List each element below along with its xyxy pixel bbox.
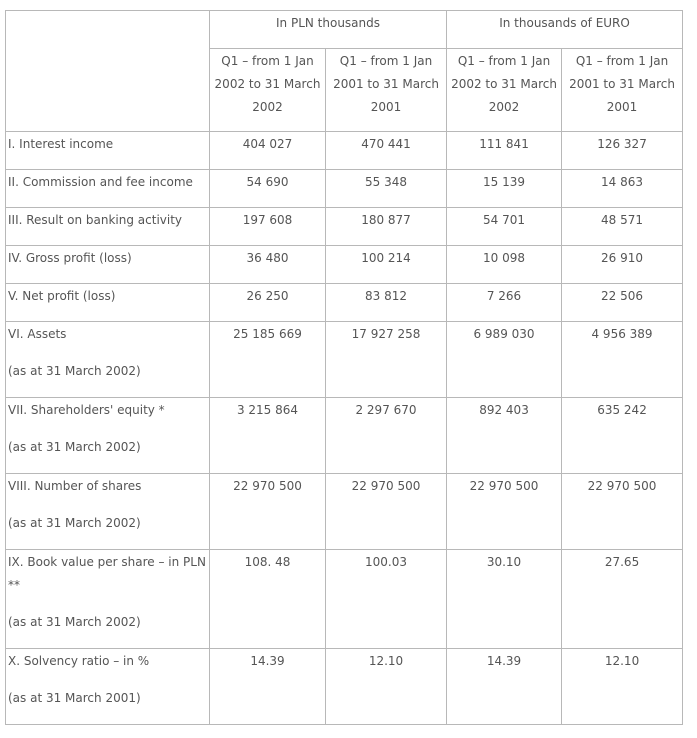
table-cell: 22 970 500: [447, 474, 562, 550]
table-row: [6, 208, 683, 246]
table-row: [6, 132, 683, 170]
table-cell: 3 215 864: [210, 398, 326, 474]
row-label-text: IX. Book value per share – in PLN **: [8, 555, 206, 592]
row-label-text: VI. Assets: [8, 327, 67, 341]
euro-group-header: In thousands of EURO: [447, 11, 683, 49]
table-cell: 26 910: [562, 246, 683, 284]
table-cell: 126 327: [562, 132, 683, 170]
row-label: [6, 322, 210, 398]
row-label: [6, 474, 210, 550]
table-cell: 7 266: [447, 284, 562, 322]
table-cell: 48 571: [562, 208, 683, 246]
table-cell: 26 250: [210, 284, 326, 322]
table-row: [6, 649, 683, 725]
table-cell: 54 690: [210, 170, 326, 208]
table-cell: 15 139: [447, 170, 562, 208]
table-cell: 22 970 500: [210, 474, 326, 550]
row-label-text: VII. Shareholders' equity *: [8, 403, 165, 417]
financial-highlights-table: [5, 10, 683, 725]
row-label-note: (as at 31 March 2002): [8, 440, 141, 454]
row-label: [6, 550, 210, 649]
table-cell: 17 927 258: [326, 322, 447, 398]
table-row: [6, 322, 683, 398]
row-label-note: (as at 31 March 2002): [8, 364, 141, 378]
table-cell: 635 242: [562, 398, 683, 474]
table-cell: 108. 48: [210, 550, 326, 649]
row-label-text: III. Result on banking activity: [8, 213, 183, 227]
table-row: [6, 170, 683, 208]
period-header: Q1 – from 1 Jan 2002 to 31 March 2002: [210, 49, 326, 132]
table-cell: 12.10: [326, 649, 447, 725]
table-cell: 22 970 500: [562, 474, 683, 550]
row-label-text: VIII. Number of shares: [8, 479, 142, 493]
row-label: [6, 246, 210, 284]
table-row: [6, 246, 683, 284]
row-label-text: V. Net profit (loss): [8, 289, 116, 303]
row-label: [6, 398, 210, 474]
row-label: [6, 170, 210, 208]
table-cell: 36 480: [210, 246, 326, 284]
row-label-text: X. Solvency ratio – in %: [8, 654, 150, 668]
row-label: [6, 284, 210, 322]
table-cell: 470 441: [326, 132, 447, 170]
table-cell: 6 989 030: [447, 322, 562, 398]
table-cell: 10 098: [447, 246, 562, 284]
table-row: [6, 284, 683, 322]
row-label-text: II. Commission and fee income: [8, 175, 193, 189]
table-cell: 30.10: [447, 550, 562, 649]
table-cell: 180 877: [326, 208, 447, 246]
table-cell: 14.39: [447, 649, 562, 725]
row-label-note: (as at 31 March 2002): [8, 615, 141, 629]
table-cell: 14 863: [562, 170, 683, 208]
table-cell: 22 506: [562, 284, 683, 322]
corner-header-cell: [6, 11, 210, 132]
row-label: [6, 208, 210, 246]
row-label-note: (as at 31 March 2002): [8, 516, 141, 530]
period-header: Q1 – from 1 Jan 2001 to 31 March 2001: [562, 49, 683, 132]
row-label-text: I. Interest income: [8, 137, 114, 151]
table-row: [6, 550, 683, 649]
row-label-note: (as at 31 March 2001): [8, 691, 141, 705]
table-cell: 27.65: [562, 550, 683, 649]
table-cell: 12.10: [562, 649, 683, 725]
table-row: [6, 474, 683, 550]
table-cell: 892 403: [447, 398, 562, 474]
table-cell: 22 970 500: [326, 474, 447, 550]
row-label-text: IV. Gross profit (loss): [8, 251, 132, 265]
row-label: [6, 649, 210, 725]
table-cell: 100 214: [326, 246, 447, 284]
table-cell: 83 812: [326, 284, 447, 322]
period-header: Q1 – from 1 Jan 2002 to 31 March 2002: [447, 49, 562, 132]
period-header: Q1 – from 1 Jan 2001 to 31 March 2001: [326, 49, 447, 132]
table-cell: 2 297 670: [326, 398, 447, 474]
table-row: [6, 398, 683, 474]
table-cell: 4 956 389: [562, 322, 683, 398]
table-cell: 197 608: [210, 208, 326, 246]
table-cell: 100.03: [326, 550, 447, 649]
table-cell: 54 701: [447, 208, 562, 246]
pln-group-header: In PLN thousands: [210, 11, 447, 49]
table-cell: 111 841: [447, 132, 562, 170]
table-cell: 55 348: [326, 170, 447, 208]
table-cell: 25 185 669: [210, 322, 326, 398]
table-cell: 14.39: [210, 649, 326, 725]
row-label: [6, 132, 210, 170]
table-cell: 404 027: [210, 132, 326, 170]
